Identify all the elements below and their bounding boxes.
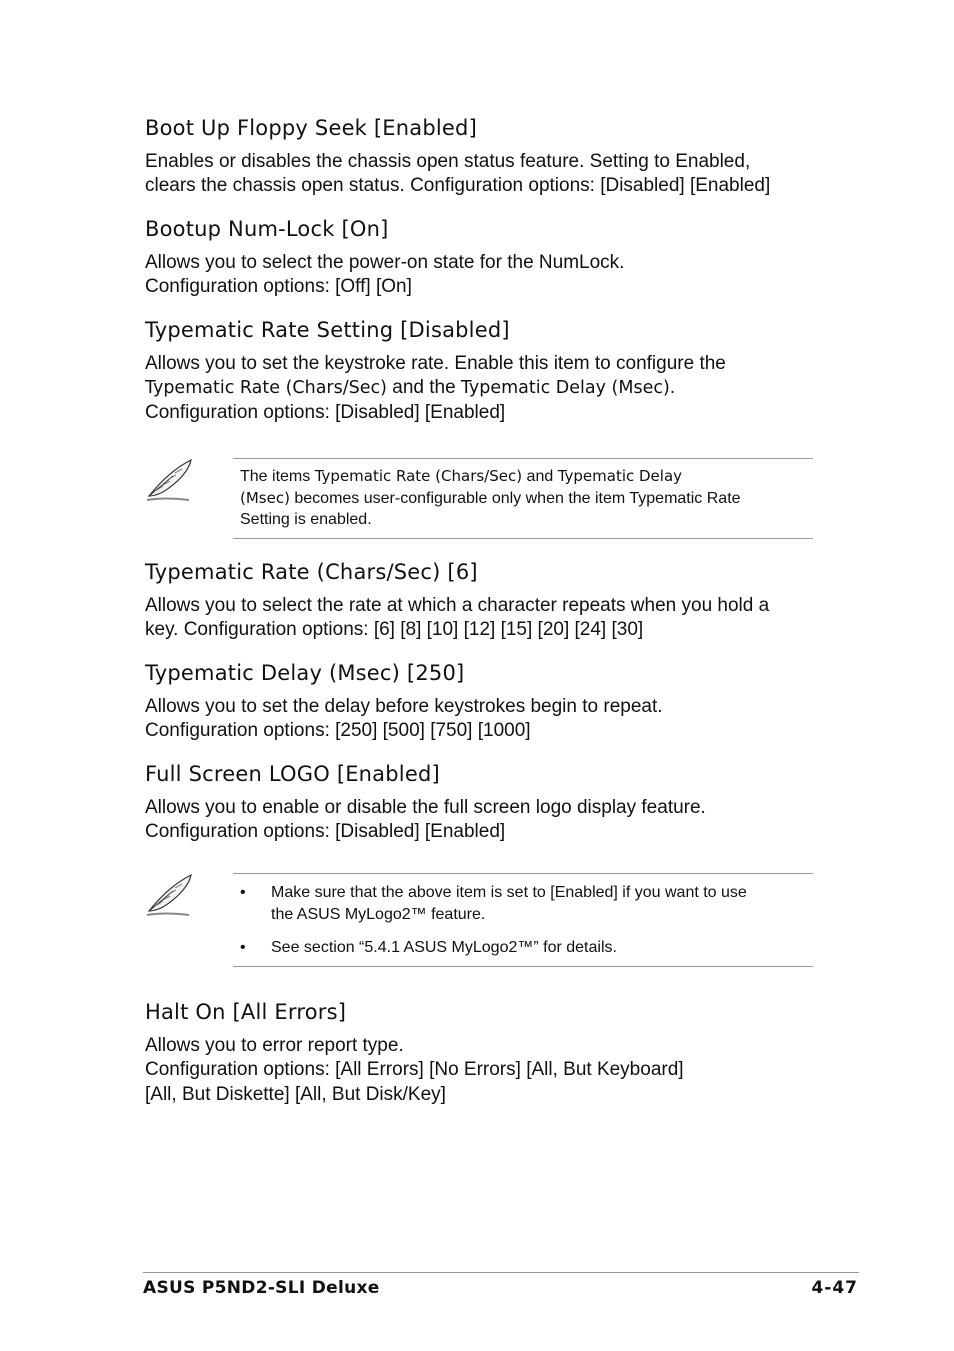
section-heading: Typematic Rate (Chars/Sec) [6]: [145, 560, 478, 584]
section-heading: Full Screen LOGO [Enabled]: [145, 762, 440, 786]
connector-text: and: [522, 468, 558, 485]
term-typematic-delay: Typematic Delay: [557, 467, 683, 485]
section-body: [145, 695, 825, 744]
body-line: Allows you to enable or disable the full screen logo display feature.: [145, 797, 706, 818]
body-line: Configuration options: [All Errors] [No Errors] [All, But Keyboard]: [145, 1059, 684, 1081]
term-msec: (Msec): [240, 488, 290, 507]
body-line: Configuration options: [Off] [On]: [145, 276, 412, 298]
section-body: [145, 150, 825, 199]
bullet-text: Make sure that the above item is set to [Enabled] if you want to use: [271, 884, 747, 901]
term-typematic-rate: Typematic Rate (Chars/Sec): [145, 378, 387, 399]
section-body: [145, 352, 825, 425]
body-line: key. Configuration options: [6] [8] [10] [12] [15] [20] [24] [30]: [145, 619, 644, 641]
list-item: [233, 882, 813, 925]
section-body: [145, 594, 825, 643]
bullet: •: [240, 939, 246, 956]
body-line: Allows you to set the keystroke rate. Enable this item to configure the: [145, 353, 726, 374]
body-line: [All, But Diskette] [All, But Disk/Key]: [145, 1083, 446, 1105]
footer-product-name: ASUS P5ND2-SLI Deluxe: [143, 1278, 380, 1298]
section-body: [145, 796, 825, 845]
note-box: [233, 458, 813, 539]
period: .: [669, 377, 676, 399]
body-line: Allows you to select the rate at which a character repeats when you hold a: [145, 595, 770, 616]
body-line: Configuration options: [Disabled] [Enabled]: [145, 821, 506, 843]
body-line: Allows you to set the delay before keystrokes begin to repeat.: [145, 696, 663, 717]
body-line: Enables or disables the chassis open status feature. Setting to Enabled,: [145, 151, 751, 172]
section-heading: Bootup Num-Lock [On]: [145, 217, 389, 241]
bullet-text: See section “5.4.1 ASUS MyLogo2™” for details.: [271, 939, 617, 956]
section-heading: Boot Up Floppy Seek [Enabled]: [145, 116, 477, 140]
note-prefix: The items: [240, 468, 315, 485]
body-line: Allows you to select the power-on state for the NumLock.: [145, 252, 625, 273]
note-pen-icon: [143, 871, 197, 919]
note-rest: Setting is enabled.: [240, 511, 372, 528]
body-line: clears the chassis open status. Configuration options: [Disabled] [Enabled]: [145, 175, 771, 197]
connector-text: and the: [386, 377, 461, 399]
note-box: [233, 873, 813, 967]
note-text: [240, 466, 812, 531]
bullet: •: [240, 884, 246, 901]
body-line: Allows you to error report type.: [145, 1035, 404, 1056]
section-heading: Typematic Rate Setting [Disabled]: [145, 318, 510, 342]
note-pen-icon: [143, 456, 197, 504]
note-rest: becomes user-configurable only when the item Typematic Rate: [289, 489, 741, 507]
body-line: [145, 376, 825, 400]
body-line: Configuration options: [Disabled] [Enabled]: [145, 401, 506, 423]
page-number: 4-47: [811, 1278, 858, 1298]
section-heading: Typematic Delay (Msec) [250]: [145, 661, 465, 685]
body-line: Configuration options: [250] [500] [750] [1000]: [145, 720, 531, 742]
section-heading: Halt On [All Errors]: [145, 1000, 347, 1024]
note-list: [233, 882, 813, 959]
term-typematic-rate: Typematic Rate (Chars/Sec): [314, 467, 523, 485]
footer-rule: [143, 1272, 859, 1273]
list-item: [233, 937, 813, 959]
section-body: [145, 251, 825, 300]
term-typematic-delay: Typematic Delay (Msec): [460, 378, 670, 399]
bullet-text: the ASUS MyLogo2™ feature.: [271, 905, 486, 923]
section-body: [145, 1034, 825, 1107]
